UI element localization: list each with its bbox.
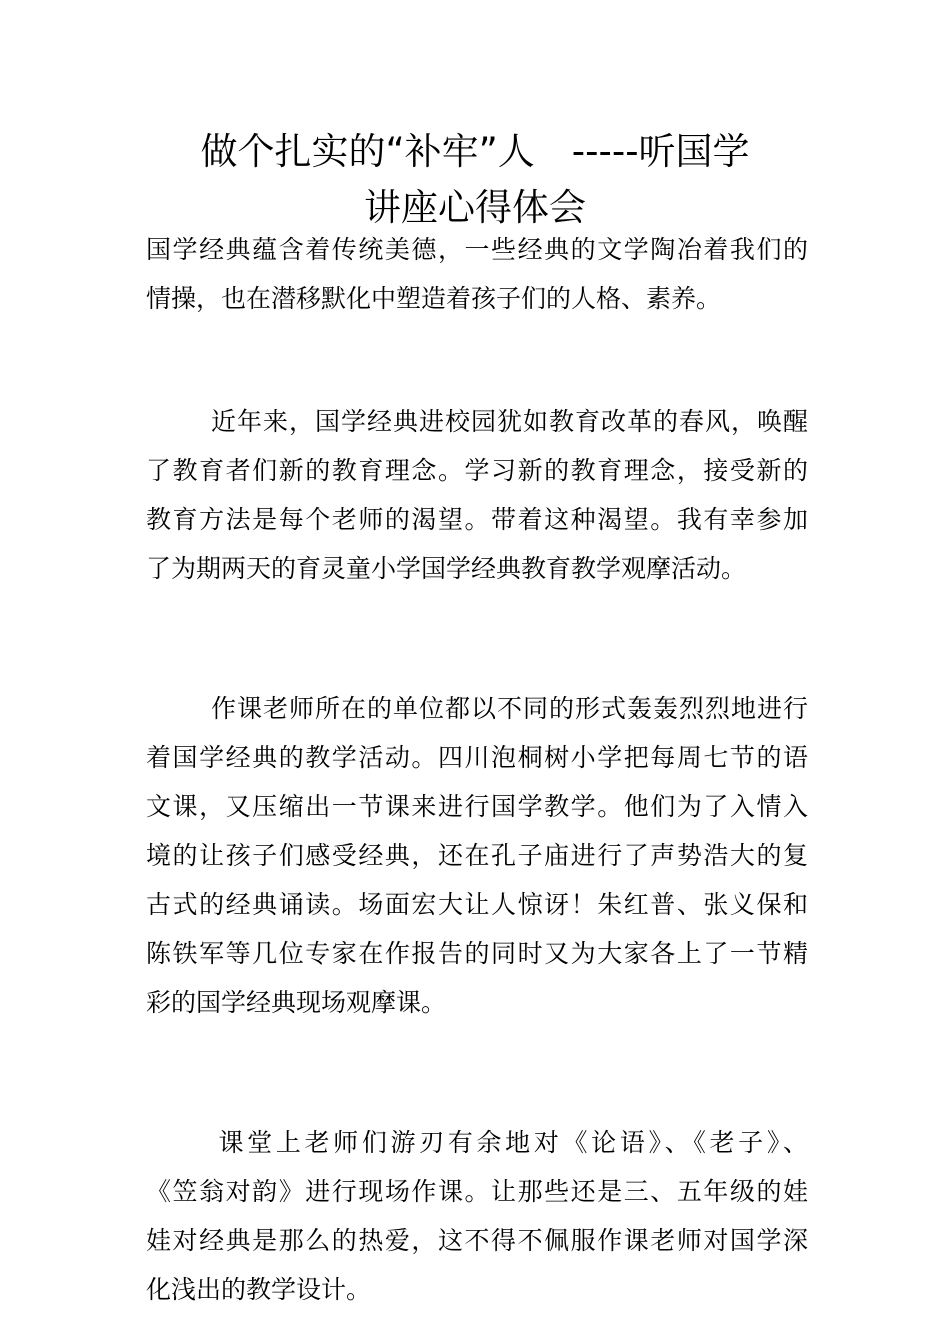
paragraph-line: 化浅出的教学设计。 — [146, 1275, 372, 1304]
title-line-1: 做个扎实的“补牢”人 -----听国学 — [200, 130, 750, 173]
paragraph-line: 近年来，国学经典进校园犹如教育改革的春风，唤醒 — [211, 407, 808, 436]
paragraph-line: 《笠翁对韵》进行现场作课。让那些还是三、五年级的娃 — [146, 1177, 808, 1206]
paragraph-line: 课堂上老师们游刃有余地对《论语》、《老子》、 — [218, 1128, 808, 1157]
paragraph-line: 国学经典蕴含着传统美德，一些经典的文学陶冶着我们的 — [146, 235, 808, 264]
paragraph-1 — [146, 225, 808, 323]
paragraph-2 — [146, 397, 808, 593]
paragraph-line: 教育方法是每个老师的渴望。带着这种渴望。我有幸参加 — [146, 505, 808, 534]
paragraph-gap — [146, 323, 808, 372]
paragraph-line: 情操，也在潜移默化中塑造着孩子们的人格、素养。 — [146, 284, 722, 313]
paragraph-line: 娃对经典是那么的热爱，这不得不佩服作课老师对国学深 — [146, 1226, 808, 1255]
paragraph-line: 着国学经典的教学活动。四川泡桐树小学把每周七节的语 — [146, 743, 808, 772]
paragraph-line: 作课老师所在的单位都以不同的形式轰轰烈烈地进行 — [211, 694, 808, 723]
paragraph-line: 了为期两天的育灵童小学国学经典教育教学观摩活动。 — [146, 554, 747, 583]
document-body — [146, 225, 808, 1314]
paragraph-3 — [146, 684, 808, 1027]
paragraph-4 — [146, 1118, 808, 1314]
paragraph-line: 境的让孩子们感受经典，还在孔子庙进行了声势浩大的复 — [146, 841, 808, 870]
paragraph-line: 了教育者们新的教育理念。学习新的教育理念，接受新的 — [146, 456, 808, 485]
paragraph-gap — [146, 642, 808, 684]
title-line-2: 讲座心得体会 — [364, 186, 586, 229]
paragraph-gap — [146, 1076, 808, 1118]
paragraph-line: 文课，又压缩出一节课来进行国学教学。他们为了入情入 — [146, 792, 808, 821]
paragraph-line: 彩的国学经典现场观摩课。 — [146, 988, 447, 1017]
paragraph-gap — [146, 1027, 808, 1076]
paragraph-gap — [146, 372, 808, 397]
document-title — [140, 124, 810, 236]
paragraph-line: 陈铁军等几位专家在作报告的同时又为大家各上了一节精 — [146, 939, 808, 968]
paragraph-gap — [146, 593, 808, 642]
paragraph-line: 古式的经典诵读。场面宏大让人惊讶！朱红普、张义保和 — [146, 890, 808, 919]
